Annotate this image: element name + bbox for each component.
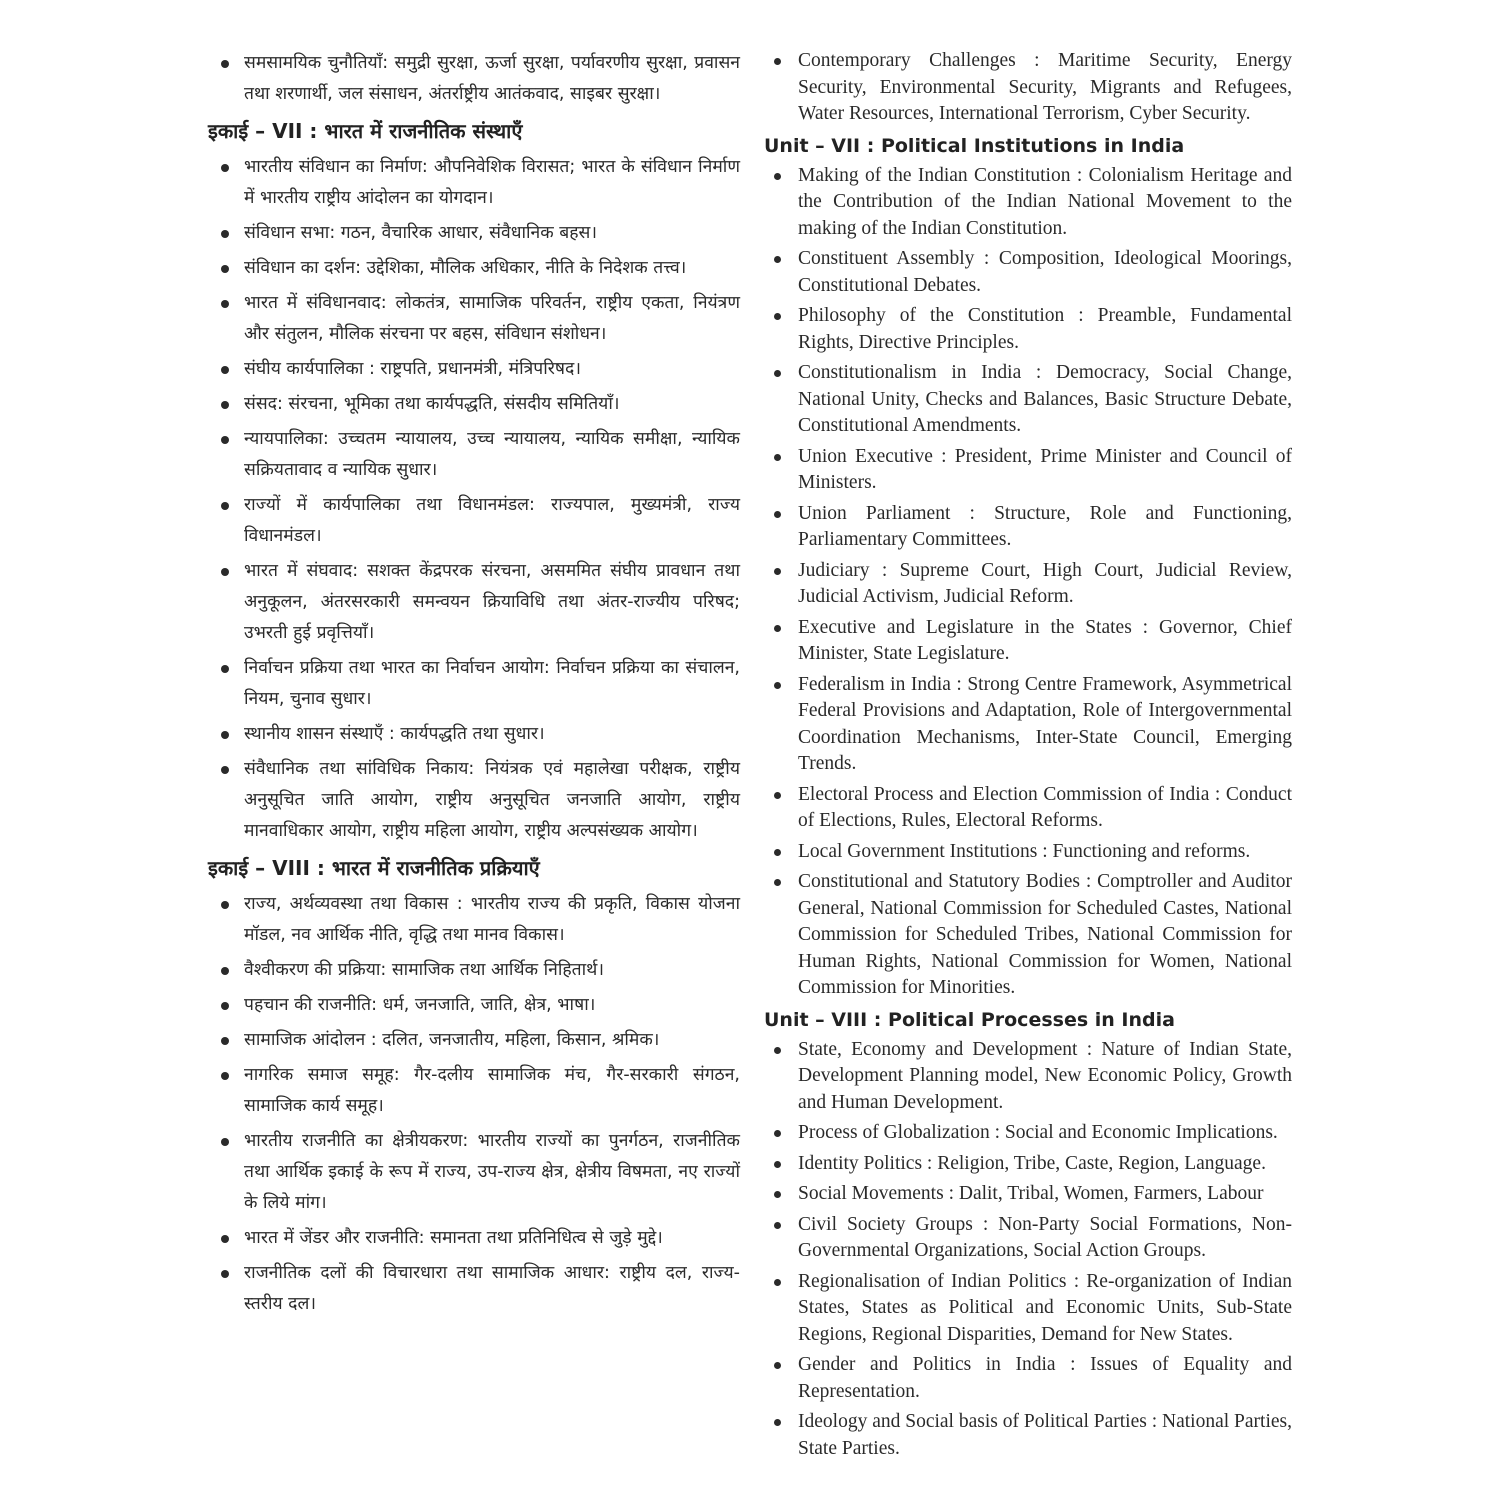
list-item: संविधान का दर्शन: उद्देशिका, मौलिक अधिकार, नीति के निदेशक तत्त्व। xyxy=(208,253,740,284)
list-item: संवैधानिक तथा सांविधिक निकाय: नियंत्रक एवं महालेखा परीक्षक, राष्ट्रीय अनुसूचित जाति आयोग, राष्ट्रीय अनुसूचित जनजाति आयोग, राष्ट्रीय मानवाधिकार आयोग, राष्ट्रीय महिला आयोग, राष्ट्रीय अल्पसंख्यक आयोग। xyxy=(208,754,740,847)
unit7-heading-hindi: इकाई – VII : भारत में राजनीतिक संस्थाएँ xyxy=(208,119,523,143)
list-item: Constitutional and Statutory Bodies : Comptroller and Auditor General, National Commission for Scheduled Castes, National Commission for Scheduled Tribes, National Commission for Human Rights, National Commission for Women, National Commission for Minorities. xyxy=(764,869,1292,1002)
bullet-icon xyxy=(774,173,781,180)
intro-list-english xyxy=(764,48,1292,128)
bullet-icon xyxy=(221,731,229,739)
list-item: Federalism in India : Strong Centre Framework, Asymmetrical Federal Provisions and Adaptation, Role of Intergovernmental Coordination Mechanisms, Inter-State Council, Emerging Trends. xyxy=(764,672,1292,778)
bullet-icon xyxy=(221,901,229,909)
list-item: संसद: संरचना, भूमिका तथा कार्यपद्धति, संसदीय समितियाँ। xyxy=(208,389,740,420)
list-item: संविधान सभा: गठन, वैचारिक आधार, संवैधानिक बहस। xyxy=(208,218,740,249)
list-item: राज्य, अर्थव्यवस्था तथा विकास : भारतीय राज्य की प्रकृति, विकास योजना मॉडल, नव आर्थिक नीति, वृद्धि तथा मानव विकास। xyxy=(208,889,740,951)
list-item: नागरिक समाज समूह: गैर-दलीय सामाजिक मंच, गैर-सरकारी संगठन, सामाजिक कार्य समूह। xyxy=(208,1060,740,1122)
bullet-icon xyxy=(774,1161,781,1168)
bullet-icon xyxy=(774,879,781,886)
list-item: भारतीय राजनीति का क्षेत्रीयकरण: भारतीय राज्यों का पुनर्गठन, राजनीतिक तथा आर्थिक इकाई के रूप में राज्य, उप-राज्य क्षेत्र, क्षेत्रीय विषमता, नए राज्यों के लिये मांग। xyxy=(208,1126,740,1219)
bullet-icon xyxy=(221,502,229,510)
bullet-icon xyxy=(774,1419,781,1426)
list-item: Union Parliament : Structure, Role and Functioning, Parliamentary Committees. xyxy=(764,501,1292,554)
list-item: Electoral Process and Election Commission of India : Conduct of Elections, Rules, Electoral Reforms. xyxy=(764,782,1292,835)
list-item: Gender and Politics in India : Issues of Equality and Representation. xyxy=(764,1352,1292,1405)
hindi-column xyxy=(208,48,740,1324)
unit8-list-hindi xyxy=(208,889,740,1320)
list-item: भारत में संघवाद: सशक्त केंद्रपरक संरचना, असममित संघीय प्रावधान तथा अनुकूलन, अंतरसरकारी समन्वयन क्रियाविधि तथा अंतर-राज्यीय परिषद; उभरती हुई प्रवृत्तियाँ। xyxy=(208,556,740,649)
bullet-icon xyxy=(221,60,229,68)
bullet-icon xyxy=(221,1270,229,1278)
bullet-icon xyxy=(774,1362,781,1369)
list-item: Union Executive : President, Prime Minister and Council of Ministers. xyxy=(764,444,1292,497)
unit7-heading-english: Unit – VII : Political Institutions in India xyxy=(764,134,1185,157)
list-item: Identity Politics : Religion, Tribe, Caste, Region, Language. xyxy=(764,1151,1292,1178)
bullet-icon xyxy=(221,568,229,576)
bullet-icon xyxy=(774,682,781,689)
bullet-icon xyxy=(774,625,781,632)
list-item: भारत में संविधानवाद: लोकतंत्र, सामाजिक परिवर्तन, राष्ट्रीय एकता, नियंत्रण और संतुलन, मौलिक संरचना पर बहस, संविधान संशोधन। xyxy=(208,288,740,350)
bullet-icon xyxy=(221,665,229,673)
list-item: राज्यों में कार्यपालिका तथा विधानमंडल: राज्यपाल, मुख्यमंत्री, राज्य विधानमंडल। xyxy=(208,490,740,552)
intro-list-hindi xyxy=(208,48,740,110)
bullet-icon xyxy=(221,436,229,444)
unit8-heading-hindi: इकाई – VIII : भारत में राजनीतिक प्रक्रियाएँ xyxy=(208,856,540,880)
unit7-list-english xyxy=(764,163,1292,1002)
bullet-icon xyxy=(774,1191,781,1198)
list-item: समसामयिक चुनौतियाँ: समुद्री सुरक्षा, ऊर्जा सुरक्षा, पर्यावरणीय सुरक्षा, प्रवासन तथा शरणार्थी, जल संसाधन, अंतर्राष्ट्रीय आतंकवाद, साइबर सुरक्षा। xyxy=(208,48,740,110)
bullet-icon xyxy=(774,370,781,377)
list-item: Process of Globalization : Social and Economic Implications. xyxy=(764,1120,1292,1147)
bullet-icon xyxy=(774,1222,781,1229)
list-item: Ideology and Social basis of Political Parties : National Parties, State Parties. xyxy=(764,1409,1292,1462)
list-item: Executive and Legislature in the States : Governor, Chief Minister, State Legislature. xyxy=(764,615,1292,668)
bullet-icon xyxy=(774,568,781,575)
bullet-icon xyxy=(774,1047,781,1054)
list-item: पहचान की राजनीति: धर्म, जनजाति, जाति, क्षेत्र, भाषा। xyxy=(208,990,740,1021)
list-item: Making of the Indian Constitution : Colonialism Heritage and the Contribution of the Indian National Movement to the making of the Indian Constitution. xyxy=(764,163,1292,243)
bullet-icon xyxy=(221,1138,229,1146)
list-item: निर्वाचन प्रक्रिया तथा भारत का निर्वाचन आयोग: निर्वाचन प्रक्रिया का संचालन, नियम, चुनाव सुधार। xyxy=(208,653,740,715)
list-item: Civil Society Groups : Non-Party Social Formations, Non-Governmental Organizations, Social Action Groups. xyxy=(764,1212,1292,1265)
list-item: Constitutionalism in India : Democracy, Social Change, National Unity, Checks and Balances, Basic Structure Debate, Constitutional Amendments. xyxy=(764,360,1292,440)
bullet-icon xyxy=(774,792,781,799)
bullet-icon xyxy=(774,1130,781,1137)
list-item: न्यायपालिका: उच्चतम न्यायालय, उच्च न्यायालय, न्यायिक समीक्षा, न्यायिक सक्रियतावाद व न्यायिक सुधार। xyxy=(208,424,740,486)
list-item: भारत में जेंडर और राजनीति: समानता तथा प्रतिनिधित्व से जुड़े मुद्दे। xyxy=(208,1223,740,1254)
bullet-icon xyxy=(774,256,781,263)
list-item: वैश्वीकरण की प्रक्रिया: सामाजिक तथा आर्थिक निहितार्थ। xyxy=(208,955,740,986)
list-item: Local Government Institutions : Functioning and reforms. xyxy=(764,839,1292,866)
list-item: State, Economy and Development : Nature of Indian State, Development Planning model, New Economic Policy, Growth and Human Development. xyxy=(764,1037,1292,1117)
list-item: संघीय कार्यपालिका : राष्ट्रपति, प्रधानमंत्री, मंत्रिपरिषद। xyxy=(208,354,740,385)
bullet-icon xyxy=(774,1279,781,1286)
unit8-list-english xyxy=(764,1037,1292,1463)
bullet-icon xyxy=(221,230,229,238)
list-item: सामाजिक आंदोलन : दलित, जनजातीय, महिला, किसान, श्रमिक। xyxy=(208,1025,740,1056)
bullet-icon xyxy=(221,164,229,172)
list-item: Judiciary : Supreme Court, High Court, Judicial Review, Judicial Activism, Judicial Reform. xyxy=(764,558,1292,611)
bullet-icon xyxy=(221,401,229,409)
bullet-icon xyxy=(774,511,781,518)
bullet-icon xyxy=(221,967,229,975)
bullet-icon xyxy=(221,300,229,308)
bullet-icon xyxy=(774,454,781,461)
list-item: राजनीतिक दलों की विचारधारा तथा सामाजिक आधार: राष्ट्रीय दल, राज्य-स्तरीय दल। xyxy=(208,1258,740,1320)
list-item: स्थानीय शासन संस्थाएँ : कार्यपद्धति तथा सुधार। xyxy=(208,719,740,750)
bullet-icon xyxy=(221,1072,229,1080)
list-item: Regionalisation of Indian Politics : Re-organization of Indian States, States as Political and Economic Units, Sub-State Regions, Regional Disparities, Demand for New States. xyxy=(764,1269,1292,1349)
bullet-icon xyxy=(221,766,229,774)
bullet-icon xyxy=(774,58,781,65)
unit8-heading-english: Unit – VIII : Political Processes in India xyxy=(764,1008,1175,1031)
bullet-icon xyxy=(221,1002,229,1010)
bullet-icon xyxy=(221,1037,229,1045)
english-column xyxy=(764,48,1292,1466)
list-item: भारतीय संविधान का निर्माण: औपनिवेशिक विरासत; भारत के संविधान निर्माण में भारतीय राष्ट्रीय आंदोलन का योगदान। xyxy=(208,152,740,214)
bullet-icon xyxy=(774,849,781,856)
bullet-icon xyxy=(221,1235,229,1243)
list-item: Philosophy of the Constitution : Preamble, Fundamental Rights, Directive Principles. xyxy=(764,303,1292,356)
list-item: Constituent Assembly : Composition, Ideological Moorings, Constitutional Debates. xyxy=(764,246,1292,299)
unit7-list-hindi xyxy=(208,152,740,847)
list-item: Social Movements : Dalit, Tribal, Women, Farmers, Labour xyxy=(764,1181,1292,1208)
list-item: Contemporary Challenges : Maritime Security, Energy Security, Environmental Security, Migrants and Refugees, Water Resources, International Terrorism, Cyber Security. xyxy=(764,48,1292,128)
bullet-icon xyxy=(221,366,229,374)
bullet-icon xyxy=(774,313,781,320)
bullet-icon xyxy=(221,265,229,273)
